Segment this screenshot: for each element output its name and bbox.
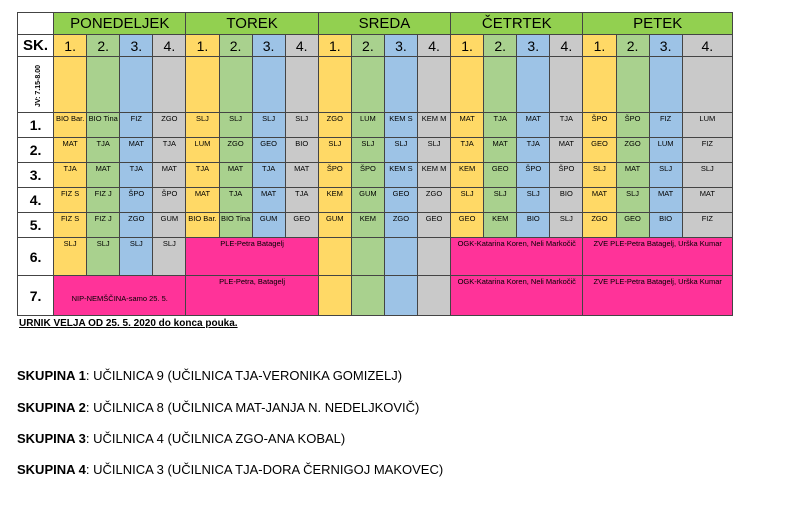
- lesson-cell: BIO Bar.: [186, 213, 219, 238]
- lesson-cell: MAT: [219, 163, 252, 188]
- lesson-cell: BIO Tina: [87, 113, 120, 138]
- day-header: ČETRTEK: [451, 13, 583, 35]
- lesson-cell: SLJ: [682, 163, 732, 188]
- lesson-cell: TJA: [120, 163, 153, 188]
- period-header-row: [18, 35, 733, 57]
- class-row: [18, 113, 733, 138]
- lesson-cell: TJA: [517, 138, 550, 163]
- lesson-cell: SLJ: [219, 113, 252, 138]
- lesson-cell: GUM: [252, 213, 285, 238]
- jv-cell: [484, 57, 517, 113]
- lesson-cell: TJA: [54, 163, 87, 188]
- period-header: 1.: [186, 35, 219, 57]
- class-number: 1.: [18, 113, 54, 138]
- lesson-cell: MAT: [583, 188, 616, 213]
- lesson-cell: GUM: [153, 213, 186, 238]
- lesson-cell: MAT: [153, 163, 186, 188]
- petek-activity: ZVE PLE-Petra Batagelj, Urška Kumar: [583, 238, 733, 276]
- period-header: 3.: [252, 35, 285, 57]
- group-room: : UČILNICA 3 (UČILNICA TJA-DORA ČERNIGOJ MAKOVEC): [85, 462, 444, 477]
- lesson-cell: SLJ: [186, 113, 219, 138]
- jv-cell: [120, 57, 153, 113]
- lesson-cell: ŠPO: [318, 163, 351, 188]
- lesson-cell: SLJ: [616, 188, 649, 213]
- lesson-cell: KEM S: [384, 113, 417, 138]
- period-header: 3.: [384, 35, 417, 57]
- period-header: 3.: [120, 35, 153, 57]
- lesson-cell: MAT: [484, 138, 517, 163]
- group-room: : UČILNICA 8 (UČILNICA MAT-JANJA N. NEDELJKOVIČ): [85, 400, 420, 415]
- lesson-cell: TJA: [186, 163, 219, 188]
- period-header: 2.: [616, 35, 649, 57]
- period-header: 1.: [318, 35, 351, 57]
- lesson-cell: ZGO: [153, 113, 186, 138]
- lesson-cell: LUM: [351, 113, 384, 138]
- period-header: 4.: [153, 35, 186, 57]
- lesson-cell: BIO Tina: [219, 213, 252, 238]
- period-header: 3.: [517, 35, 550, 57]
- jv-cell: [451, 57, 484, 113]
- lesson-cell: FIZ S: [54, 213, 87, 238]
- petek-activity: ZVE PLE-Petra Batagelj, Urška Kumar: [583, 276, 733, 316]
- group-label: SKUPINA 1: [17, 368, 86, 383]
- lesson-cell: MAT: [616, 163, 649, 188]
- lesson-cell: LUM: [682, 113, 732, 138]
- day-header: PONEDELJEK: [54, 13, 186, 35]
- lesson-cell: KEM: [451, 163, 484, 188]
- lesson-cell: MAT: [517, 113, 550, 138]
- jv-cell: [252, 57, 285, 113]
- class-number: 4.: [18, 188, 54, 213]
- period-header: 4.: [682, 35, 732, 57]
- lesson-cell: SLJ: [384, 138, 417, 163]
- lesson-cell: ŠPO: [550, 163, 583, 188]
- lesson-cell: KEM: [318, 188, 351, 213]
- lesson-cell: GUM: [318, 213, 351, 238]
- period-header: 2.: [484, 35, 517, 57]
- jv-cell: [517, 57, 550, 113]
- lesson-cell: SLJ: [351, 138, 384, 163]
- lesson-cell: SLJ: [153, 238, 186, 276]
- torek-activity: PLE-Petra Batagelj: [186, 238, 318, 276]
- empty-cell: [351, 238, 384, 276]
- period-header: 2.: [351, 35, 384, 57]
- lesson-cell: ZGO: [616, 138, 649, 163]
- day-header: SREDA: [318, 13, 450, 35]
- lesson-cell: TJA: [285, 188, 318, 213]
- lesson-cell: KEM: [484, 213, 517, 238]
- class-row: [18, 213, 733, 238]
- class-row: [18, 163, 733, 188]
- lesson-cell: ŠPO: [120, 188, 153, 213]
- lesson-cell: KEM S: [384, 163, 417, 188]
- lesson-cell: ZGO: [418, 188, 451, 213]
- lesson-cell: GEO: [616, 213, 649, 238]
- jv-cell: [682, 57, 732, 113]
- jv-cell: [219, 57, 252, 113]
- period-header: 3.: [649, 35, 682, 57]
- jv-cell: [351, 57, 384, 113]
- class-number: 2.: [18, 138, 54, 163]
- schedule-note: URNIK VELJA OD 25. 5. 2020 do konca pouka.: [19, 318, 238, 329]
- group-line: [17, 462, 443, 477]
- group-line: [17, 368, 402, 383]
- group-label: SKUPINA 2: [17, 400, 86, 415]
- lesson-cell: MAT: [120, 138, 153, 163]
- empty-cell: [418, 276, 451, 316]
- empty-cell: [351, 276, 384, 316]
- jv-cell: [384, 57, 417, 113]
- period-header: 4.: [418, 35, 451, 57]
- sk-label: SK.: [18, 35, 54, 57]
- lesson-cell: ZGO: [583, 213, 616, 238]
- lesson-cell: SLJ: [252, 113, 285, 138]
- group-label: SKUPINA 4: [17, 462, 86, 477]
- lesson-cell: TJA: [252, 163, 285, 188]
- ponedeljek-activity: NIP-NEMŠČINA-samo 25. 5.: [54, 276, 186, 316]
- jv-cell: [616, 57, 649, 113]
- period-header: 2.: [87, 35, 120, 57]
- jv-cell: [285, 57, 318, 113]
- cetrtek-activity: OGK-Katarina Koren, Neli Markočič: [451, 276, 583, 316]
- lesson-cell: GEO: [418, 213, 451, 238]
- lesson-cell: MAT: [186, 188, 219, 213]
- group-line: [17, 400, 419, 415]
- lesson-cell: FIZ: [120, 113, 153, 138]
- class-number: 3.: [18, 163, 54, 188]
- lesson-cell: BIO: [649, 213, 682, 238]
- lesson-cell: ŠPO: [583, 113, 616, 138]
- lesson-cell: SLJ: [87, 238, 120, 276]
- empty-cell: [384, 238, 417, 276]
- lesson-cell: GEO: [451, 213, 484, 238]
- lesson-cell: GUM: [351, 188, 384, 213]
- lesson-cell: GEO: [252, 138, 285, 163]
- lesson-cell: ŠPO: [351, 163, 384, 188]
- empty-cell: [318, 276, 351, 316]
- period-header: 1.: [451, 35, 484, 57]
- lesson-cell: KEM M: [418, 163, 451, 188]
- lesson-cell: MAT: [252, 188, 285, 213]
- period-header: 4.: [550, 35, 583, 57]
- empty-cell: [418, 238, 451, 276]
- day-header-row: [18, 13, 733, 35]
- lesson-cell: FIZ S: [54, 188, 87, 213]
- lesson-cell: TJA: [87, 138, 120, 163]
- lesson-cell: GEO: [285, 213, 318, 238]
- jv-cell: [583, 57, 616, 113]
- class-number: 5.: [18, 213, 54, 238]
- lesson-cell: BIO Bar.: [54, 113, 87, 138]
- empty-cell: [384, 276, 417, 316]
- lesson-cell: BIO: [550, 188, 583, 213]
- jv-cell: [318, 57, 351, 113]
- lesson-cell: KEM: [351, 213, 384, 238]
- cetrtek-activity: OGK-Katarina Koren, Neli Markočič: [451, 238, 583, 276]
- lesson-cell: SLJ: [517, 188, 550, 213]
- class-number: 7.: [18, 276, 54, 316]
- lesson-cell: ŠPO: [153, 188, 186, 213]
- jv-cell: [153, 57, 186, 113]
- lesson-cell: ŠPO: [616, 113, 649, 138]
- class-row: [18, 188, 733, 213]
- lesson-cell: SLJ: [451, 188, 484, 213]
- lesson-cell: FIZ J: [87, 188, 120, 213]
- jv-cell: [550, 57, 583, 113]
- lesson-cell: FIZ: [682, 138, 732, 163]
- group-label: SKUPINA 3: [17, 431, 86, 446]
- jv-row: [18, 57, 733, 113]
- class-row: [18, 138, 733, 163]
- lesson-cell: MAT: [451, 113, 484, 138]
- lesson-cell: BIO: [285, 138, 318, 163]
- lesson-cell: BIO: [517, 213, 550, 238]
- lesson-cell: ZGO: [120, 213, 153, 238]
- lesson-cell: ZGO: [219, 138, 252, 163]
- day-header: TOREK: [186, 13, 318, 35]
- lesson-cell: SLJ: [583, 163, 616, 188]
- lesson-cell: MAT: [682, 188, 732, 213]
- lesson-cell: FIZ J: [87, 213, 120, 238]
- jv-label: JV: 7.15-8.00: [18, 57, 54, 113]
- lesson-cell: MAT: [87, 163, 120, 188]
- lesson-cell: FIZ: [649, 113, 682, 138]
- lesson-cell: LUM: [649, 138, 682, 163]
- torek-activity: PLE-Petra, Batagelj: [186, 276, 318, 316]
- lesson-cell: ZGO: [384, 213, 417, 238]
- lesson-cell: SLJ: [318, 138, 351, 163]
- jv-cell: [418, 57, 451, 113]
- lesson-cell: MAT: [285, 163, 318, 188]
- lesson-cell: GEO: [484, 163, 517, 188]
- lesson-cell: GEO: [384, 188, 417, 213]
- day-header: PETEK: [583, 13, 733, 35]
- lesson-cell: SLJ: [649, 163, 682, 188]
- period-header: 2.: [219, 35, 252, 57]
- lesson-cell: KEM M: [418, 113, 451, 138]
- empty-cell: [318, 238, 351, 276]
- lesson-cell: FIZ: [682, 213, 732, 238]
- class-number: 6.: [18, 238, 54, 276]
- lesson-cell: ZGO: [318, 113, 351, 138]
- corner-cell: [18, 13, 54, 35]
- lesson-cell: SLJ: [120, 238, 153, 276]
- lesson-cell: SLJ: [484, 188, 517, 213]
- lesson-cell: MAT: [54, 138, 87, 163]
- timetable: [17, 12, 733, 316]
- jv-cell: [87, 57, 120, 113]
- lesson-cell: LUM: [186, 138, 219, 163]
- period-header: 1.: [54, 35, 87, 57]
- lesson-cell: GEO: [583, 138, 616, 163]
- lesson-cell: TJA: [451, 138, 484, 163]
- period-header: 4.: [285, 35, 318, 57]
- group-line: [17, 431, 345, 446]
- lesson-cell: TJA: [153, 138, 186, 163]
- jv-cell: [649, 57, 682, 113]
- lesson-cell: SLJ: [54, 238, 87, 276]
- lesson-cell: MAT: [550, 138, 583, 163]
- jv-cell: [54, 57, 87, 113]
- lesson-cell: SLJ: [550, 213, 583, 238]
- lesson-cell: TJA: [484, 113, 517, 138]
- lesson-cell: SLJ: [285, 113, 318, 138]
- lesson-cell: ŠPO: [517, 163, 550, 188]
- lesson-cell: TJA: [219, 188, 252, 213]
- class-row: [18, 238, 733, 276]
- group-room: : UČILNICA 4 (UČILNICA ZGO-ANA KOBAL): [85, 431, 346, 446]
- lesson-cell: TJA: [550, 113, 583, 138]
- lesson-cell: SLJ: [418, 138, 451, 163]
- class-row: [18, 276, 733, 316]
- jv-cell: [186, 57, 219, 113]
- group-room: : UČILNICA 9 (UČILNICA TJA-VERONIKA GOMIZELJ): [85, 368, 403, 383]
- period-header: 1.: [583, 35, 616, 57]
- lesson-cell: MAT: [649, 188, 682, 213]
